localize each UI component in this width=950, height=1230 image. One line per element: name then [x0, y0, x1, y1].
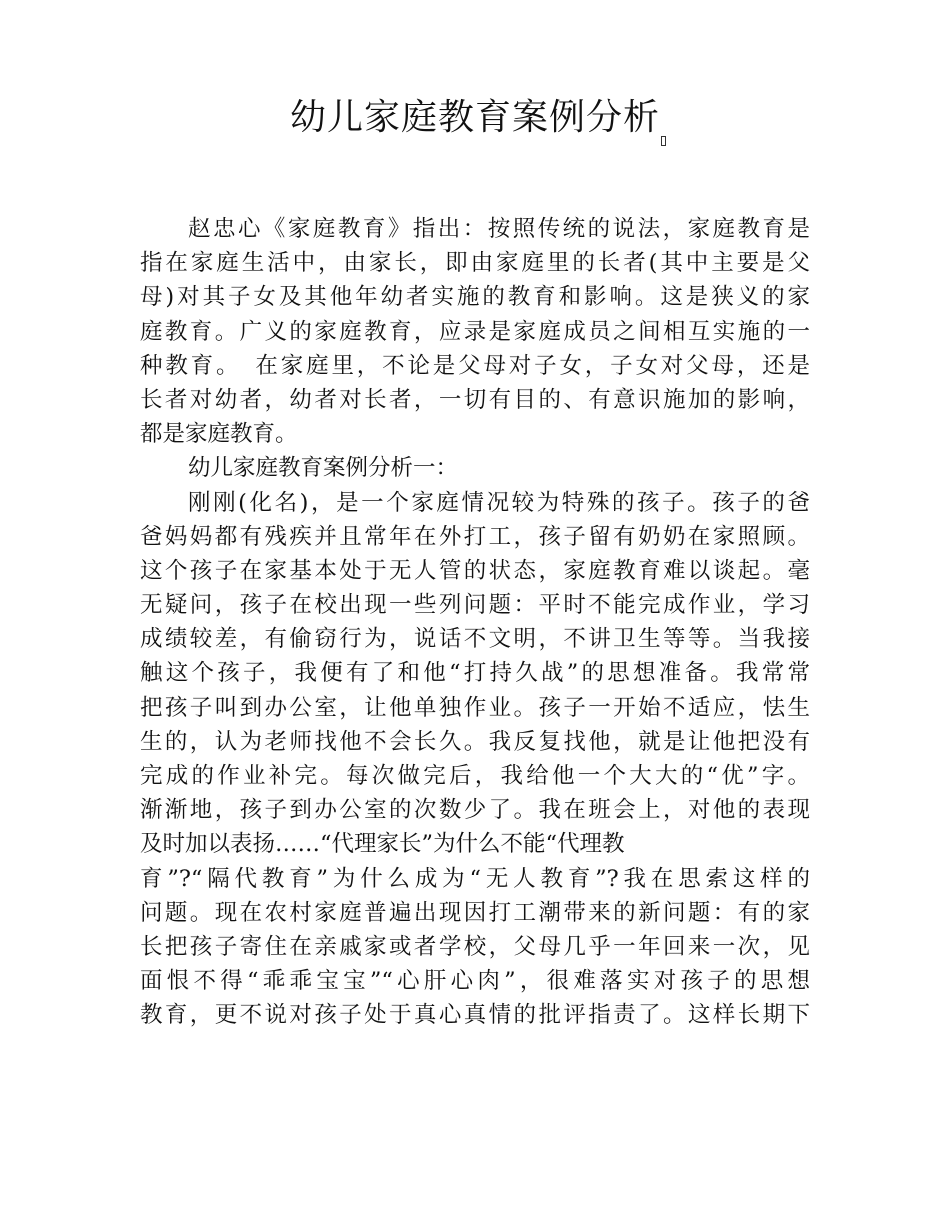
- section-heading: 幼儿家庭教育案例分析一：: [188, 455, 459, 482]
- body-line: 赵忠心《家庭教育》指出：按照传统的说法，家庭教育是: [188, 216, 810, 242]
- body-line: 都是家庭教育。: [140, 421, 298, 448]
- body-line: 爸妈妈都有残疾并且常年在外打工，孩子留有奶奶在家照顾。: [140, 523, 810, 550]
- body-line: 把孩子叫到办公室，让他单独作业。孩子一开始不适应，怯生: [140, 694, 810, 721]
- body-line: 及时加以表扬……“代理家长”为什么不能“代理教: [140, 831, 625, 858]
- body-line: 生的，认为老师找他不会长久。我反复找他，就是让他把没有: [140, 728, 810, 755]
- body-line: 育”?“隔代教育”为什么成为“无人教育”?我在思索这样的: [140, 865, 810, 892]
- body-line: 种教育。 在家庭里，不论是父母对子女，子女对父母，还是: [140, 352, 810, 379]
- body-line: 母)对其子女及其他年幼者实施的教育和影响。这是狭义的家: [140, 284, 810, 311]
- body-line: 渐渐地，孩子到办公室的次数少了。我在班会上，对他的表现: [140, 797, 810, 824]
- body-line: 长者对幼者，幼者对长者，一切有目的、有意识施加的影响，: [140, 386, 810, 413]
- body-line: 教育，更不说对孩子处于真心真情的批评指责了。这样长期下: [140, 1002, 810, 1029]
- placeholder-glyph-icon: [661, 136, 666, 146]
- body-line: 庭教育。广义的家庭教育，应录是家庭成员之间相互实施的一: [140, 318, 810, 345]
- body-line: 触这个孩子，我便有了和他“打持久战”的思想准备。我常常: [140, 660, 810, 687]
- document-title: 幼儿家庭教育案例分析: [289, 97, 660, 138]
- body-line: 无疑问，孩子在校出现一些列问题：平时不能完成作业，学习: [140, 592, 810, 619]
- body-line: 刚刚(化名)，是一个家庭情况较为特殊的孩子。孩子的爸: [188, 489, 810, 516]
- body-line: 指在家庭生活中，由家长，即由家庭里的长者(其中主要是父: [140, 250, 810, 277]
- body-line: 长把孩子寄住在亲戚家或者学校，父母几乎一年回来一次，见: [140, 933, 810, 960]
- document-body: [140, 212, 810, 1033]
- body-line: 成绩较差，有偷窃行为，说话不文明，不讲卫生等等。当我接: [140, 626, 810, 653]
- body-line: 完成的作业补完。每次做完后，我给他一个大大的“优”字。: [140, 763, 810, 789]
- body-line: 面恨不得“乖乖宝宝”“心肝心肉”，很难落实对孩子的思想: [140, 968, 810, 995]
- body-line: 这个孩子在家基本处于无人管的状态，家庭教育难以谈起。毫: [140, 557, 810, 584]
- body-line: 问题。现在农村家庭普遍出现因打工潮带来的新问题：有的家: [140, 899, 810, 926]
